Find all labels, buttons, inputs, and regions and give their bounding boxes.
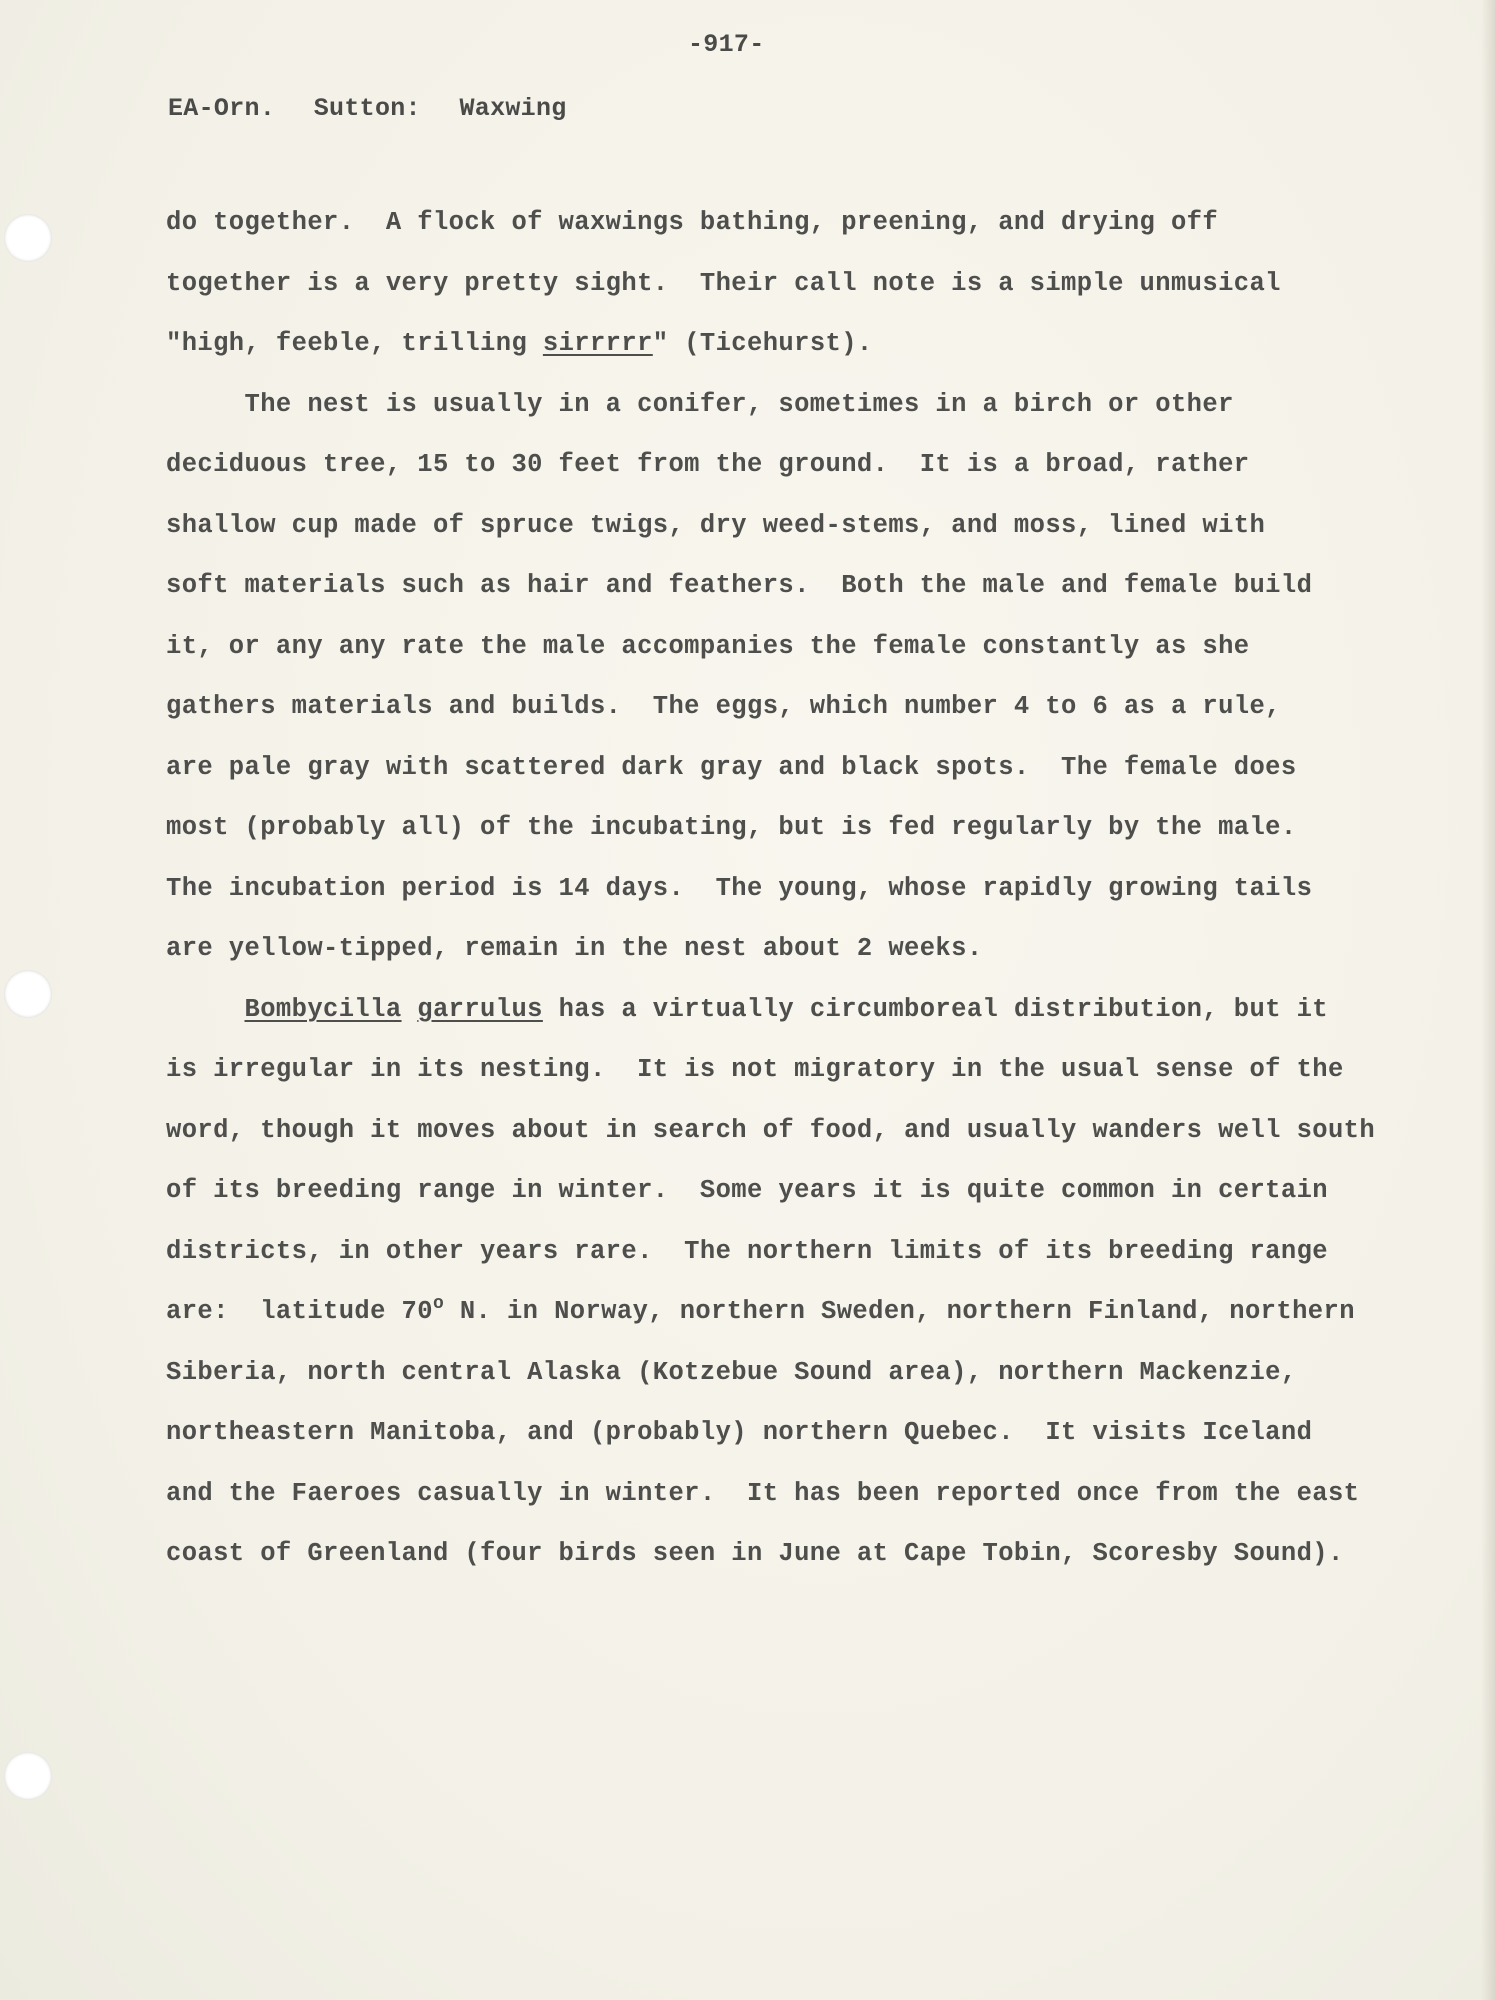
- underlined-species: garrulus: [417, 994, 543, 1024]
- text-span: [402, 995, 418, 1024]
- text-line: [166, 329, 1366, 390]
- text-span: [166, 995, 245, 1024]
- text-line: word, though it moves about in search of food, and usually wanders well south: [166, 1115, 1376, 1145]
- page-number: -917-: [688, 30, 765, 59]
- body-text: [166, 208, 1376, 1600]
- text-line: deciduous tree, 15 to 30 feet from the ground. It is a broad, rather: [166, 450, 1250, 479]
- text-line: gathers materials and builds. The eggs, which number 4 to 6 as a rule,: [166, 692, 1281, 721]
- header-subject: Waxwing: [459, 94, 567, 123]
- text-line: northeastern Manitoba, and (probably) northern Quebec. It visits Iceland: [166, 1418, 1313, 1447]
- text-line: most (probably all) of the incubating, but is fed regularly by the male.: [166, 813, 1297, 842]
- text-line: is irregular in its nesting. It is not migratory in the usual sense of the: [166, 1055, 1344, 1084]
- header-author: Sutton:: [313, 94, 421, 123]
- text-line: are yellow-tipped, remain in the nest about 2 weeks.: [166, 934, 983, 963]
- text-line: do together. A flock of waxwings bathing, preening, and drying off: [166, 208, 1219, 237]
- underlined-call-note: sirrrrr: [542, 329, 653, 358]
- text-line: shallow cup made of spruce twigs, dry weed-stems, and moss, lined with: [166, 510, 1266, 540]
- text-line: it, or any any rate the male accompanies the female constantly as she: [166, 631, 1250, 661]
- header-code: EA-Orn.: [168, 94, 276, 123]
- underlined-genus: Bombycilla: [244, 994, 402, 1024]
- degree-superscript: o: [432, 1294, 445, 1314]
- text-span: are: latitude 70: [166, 1297, 433, 1326]
- page-edge-shadow: [1481, 0, 1495, 2000]
- text-span: " (Ticehurst).: [652, 329, 873, 358]
- text-line: are pale gray with scattered dark gray and black spots. The female does: [166, 752, 1297, 782]
- punch-hole-bottom: [4, 1752, 52, 1800]
- text-span: "high, feeble, trilling: [166, 329, 543, 358]
- text-line: The nest is usually in a conifer, sometimes in a birch or other: [166, 389, 1234, 419]
- text-line: of its breeding range in winter. Some years it is quite common in certain: [166, 1176, 1328, 1205]
- text-span: has a virtually circumboreal distribution, but it: [542, 994, 1328, 1024]
- running-header: [168, 94, 567, 123]
- punch-hole-top: [4, 214, 52, 262]
- punch-hole-middle: [4, 970, 52, 1018]
- text-line: and the Faeroes casually in winter. It has been reported once from the east: [166, 1478, 1360, 1508]
- text-line: coast of Greenland (four birds seen in June at Cape Tobin, Scoresby Sound).: [166, 1539, 1344, 1568]
- text-line: [166, 1294, 1366, 1358]
- text-line: districts, in other years rare. The northern limits of its breeding range: [166, 1236, 1328, 1266]
- text-line: soft materials such as hair and feathers. Both the male and female build: [166, 571, 1313, 600]
- text-span: N. in Norway, northern Sweden, northern Finland, northern: [444, 1297, 1355, 1326]
- text-line: [166, 995, 1366, 1056]
- text-line: together is a very pretty sight. Their call note is a simple unmusical: [166, 268, 1281, 298]
- text-line: Siberia, north central Alaska (Kotzebue Sound area), northern Mackenzie,: [166, 1357, 1297, 1387]
- text-line: The incubation period is 14 days. The young, whose rapidly growing tails: [166, 873, 1313, 903]
